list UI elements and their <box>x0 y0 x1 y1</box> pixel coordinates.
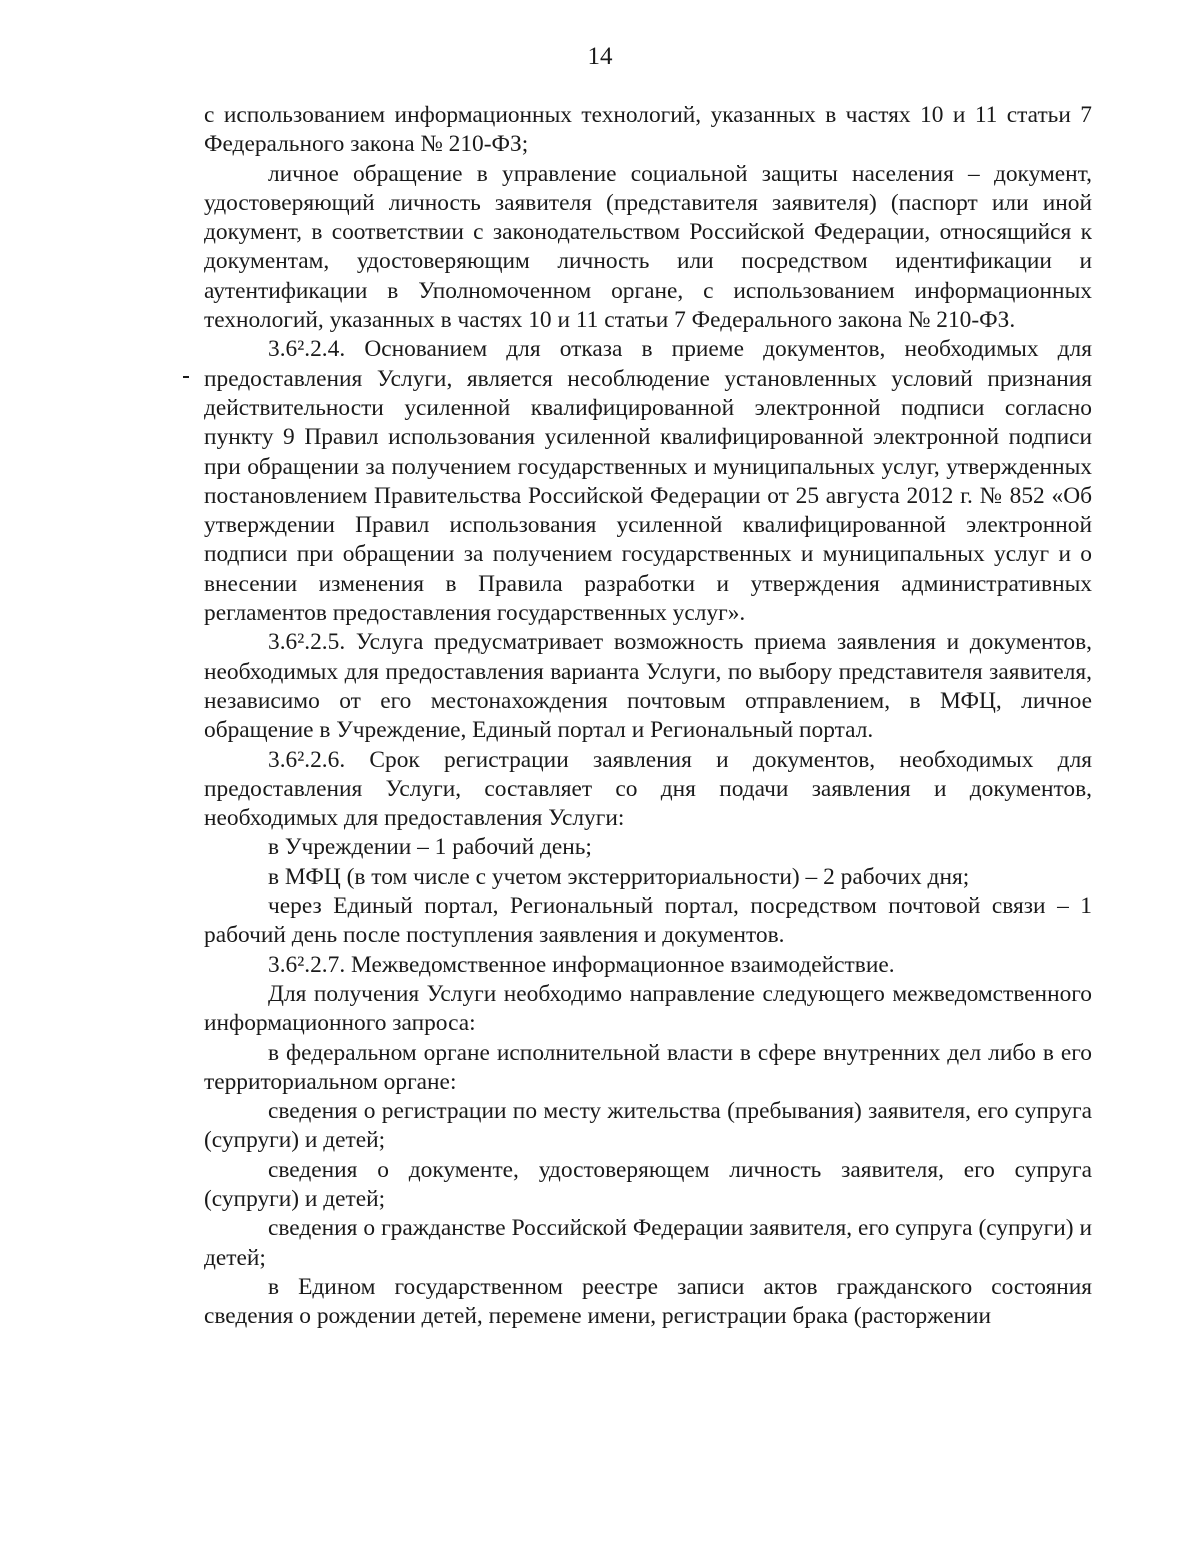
paragraph: в Учреждении – 1 рабочий день; <box>268 834 592 861</box>
page-number: 14 <box>587 43 613 70</box>
paragraph: сведения о гражданстве Российской Федерации заявителя, его супруга (супруги) и детей; <box>204 1215 1092 1271</box>
paragraph: в федеральном органе исполнительной власти в сфере внутренних дел либо в его территориальном органе: <box>204 1039 1092 1095</box>
paragraph: сведения о регистрации по месту жительства (пребывания) заявителя, его супруга (супруги) и детей; <box>204 1098 1092 1154</box>
paragraph: 3.6².2.7. Межведомственное информационное взаимодействие. <box>268 951 895 978</box>
paragraph: сведения о документе, удостоверяющем личность заявителя, его супруга (супруги) и детей; <box>204 1156 1092 1212</box>
paragraph: 3.6².2.4. Основанием для отказа в приеме документов, необходимых для предоставления Услуги, является несоблюдение установленных условий признания действительности усиленной квалифицированной электронной подписи согласно пункту 9 Правил использования усиленной квалифицированной электронной подписи при обращении за получением государственных и муниципальных услуг, утвержденных постановлением Правительства Российской Федерации от 25 августа 2012 г. № 852 «Об утверждении Правил использования усиленной квалифицированной электронной подписи при обращении за получением государственных и муниципальных услуг и о внесении изменения в Правила разработки и утверждения административных регламентов предоставления государственных услуг». <box>204 336 1092 627</box>
margin-mark <box>183 376 189 378</box>
paragraph: 3.6².2.6. Срок регистрации заявления и документов, необходимых для предоставления Услуги, составляет со дня подачи заявления и документов, необходимых для предоставления Услуги: <box>204 746 1092 832</box>
paragraph: через Единый портал, Региональный портал, посредством почтовой связи – 1 рабочий день после поступления заявления и документов. <box>204 893 1092 949</box>
paragraph: 3.6².2.5. Услуга предусматривает возможность приема заявления и документов, необходимых для предоставления варианта Услуги, по выбору представителя заявителя, независимо от его местонахождения почтовым отправлением, в МФЦ, личное обращение в Учреждение, Единый портал и Региональный портал. <box>204 629 1092 744</box>
paragraph: в Едином государственном реестре записи актов гражданского состояния сведения о рождении детей, перемене имени, регистрации брака (расторжении <box>204 1273 1092 1330</box>
paragraph: личное обращение в управление социальной защиты населения – документ, удостоверяющий личность заявителя (представителя заявителя) (паспорт или иной документ, в соответствии с законодательством Российской Федерации, относящийся к документам, удостоверяющим личность или посредством идентификации и аутентификации в Уполномоченном органе, с использованием информационных технологий, указанных в частях 10 и 11 статьи 7 Федерального закона № 210-ФЗ. <box>204 160 1092 334</box>
paragraph: в МФЦ (в том числе с учетом экстерриториальности) – 2 рабочих дня; <box>268 863 970 890</box>
paragraph: с использованием информационных технологий, указанных в частях 10 и 11 статьи 7 Федерального закона № 210-ФЗ; <box>204 102 1092 158</box>
document-body <box>204 101 1092 1331</box>
paragraph: Для получения Услуги необходимо направление следующего межведомственного информационного запроса: <box>204 980 1092 1037</box>
